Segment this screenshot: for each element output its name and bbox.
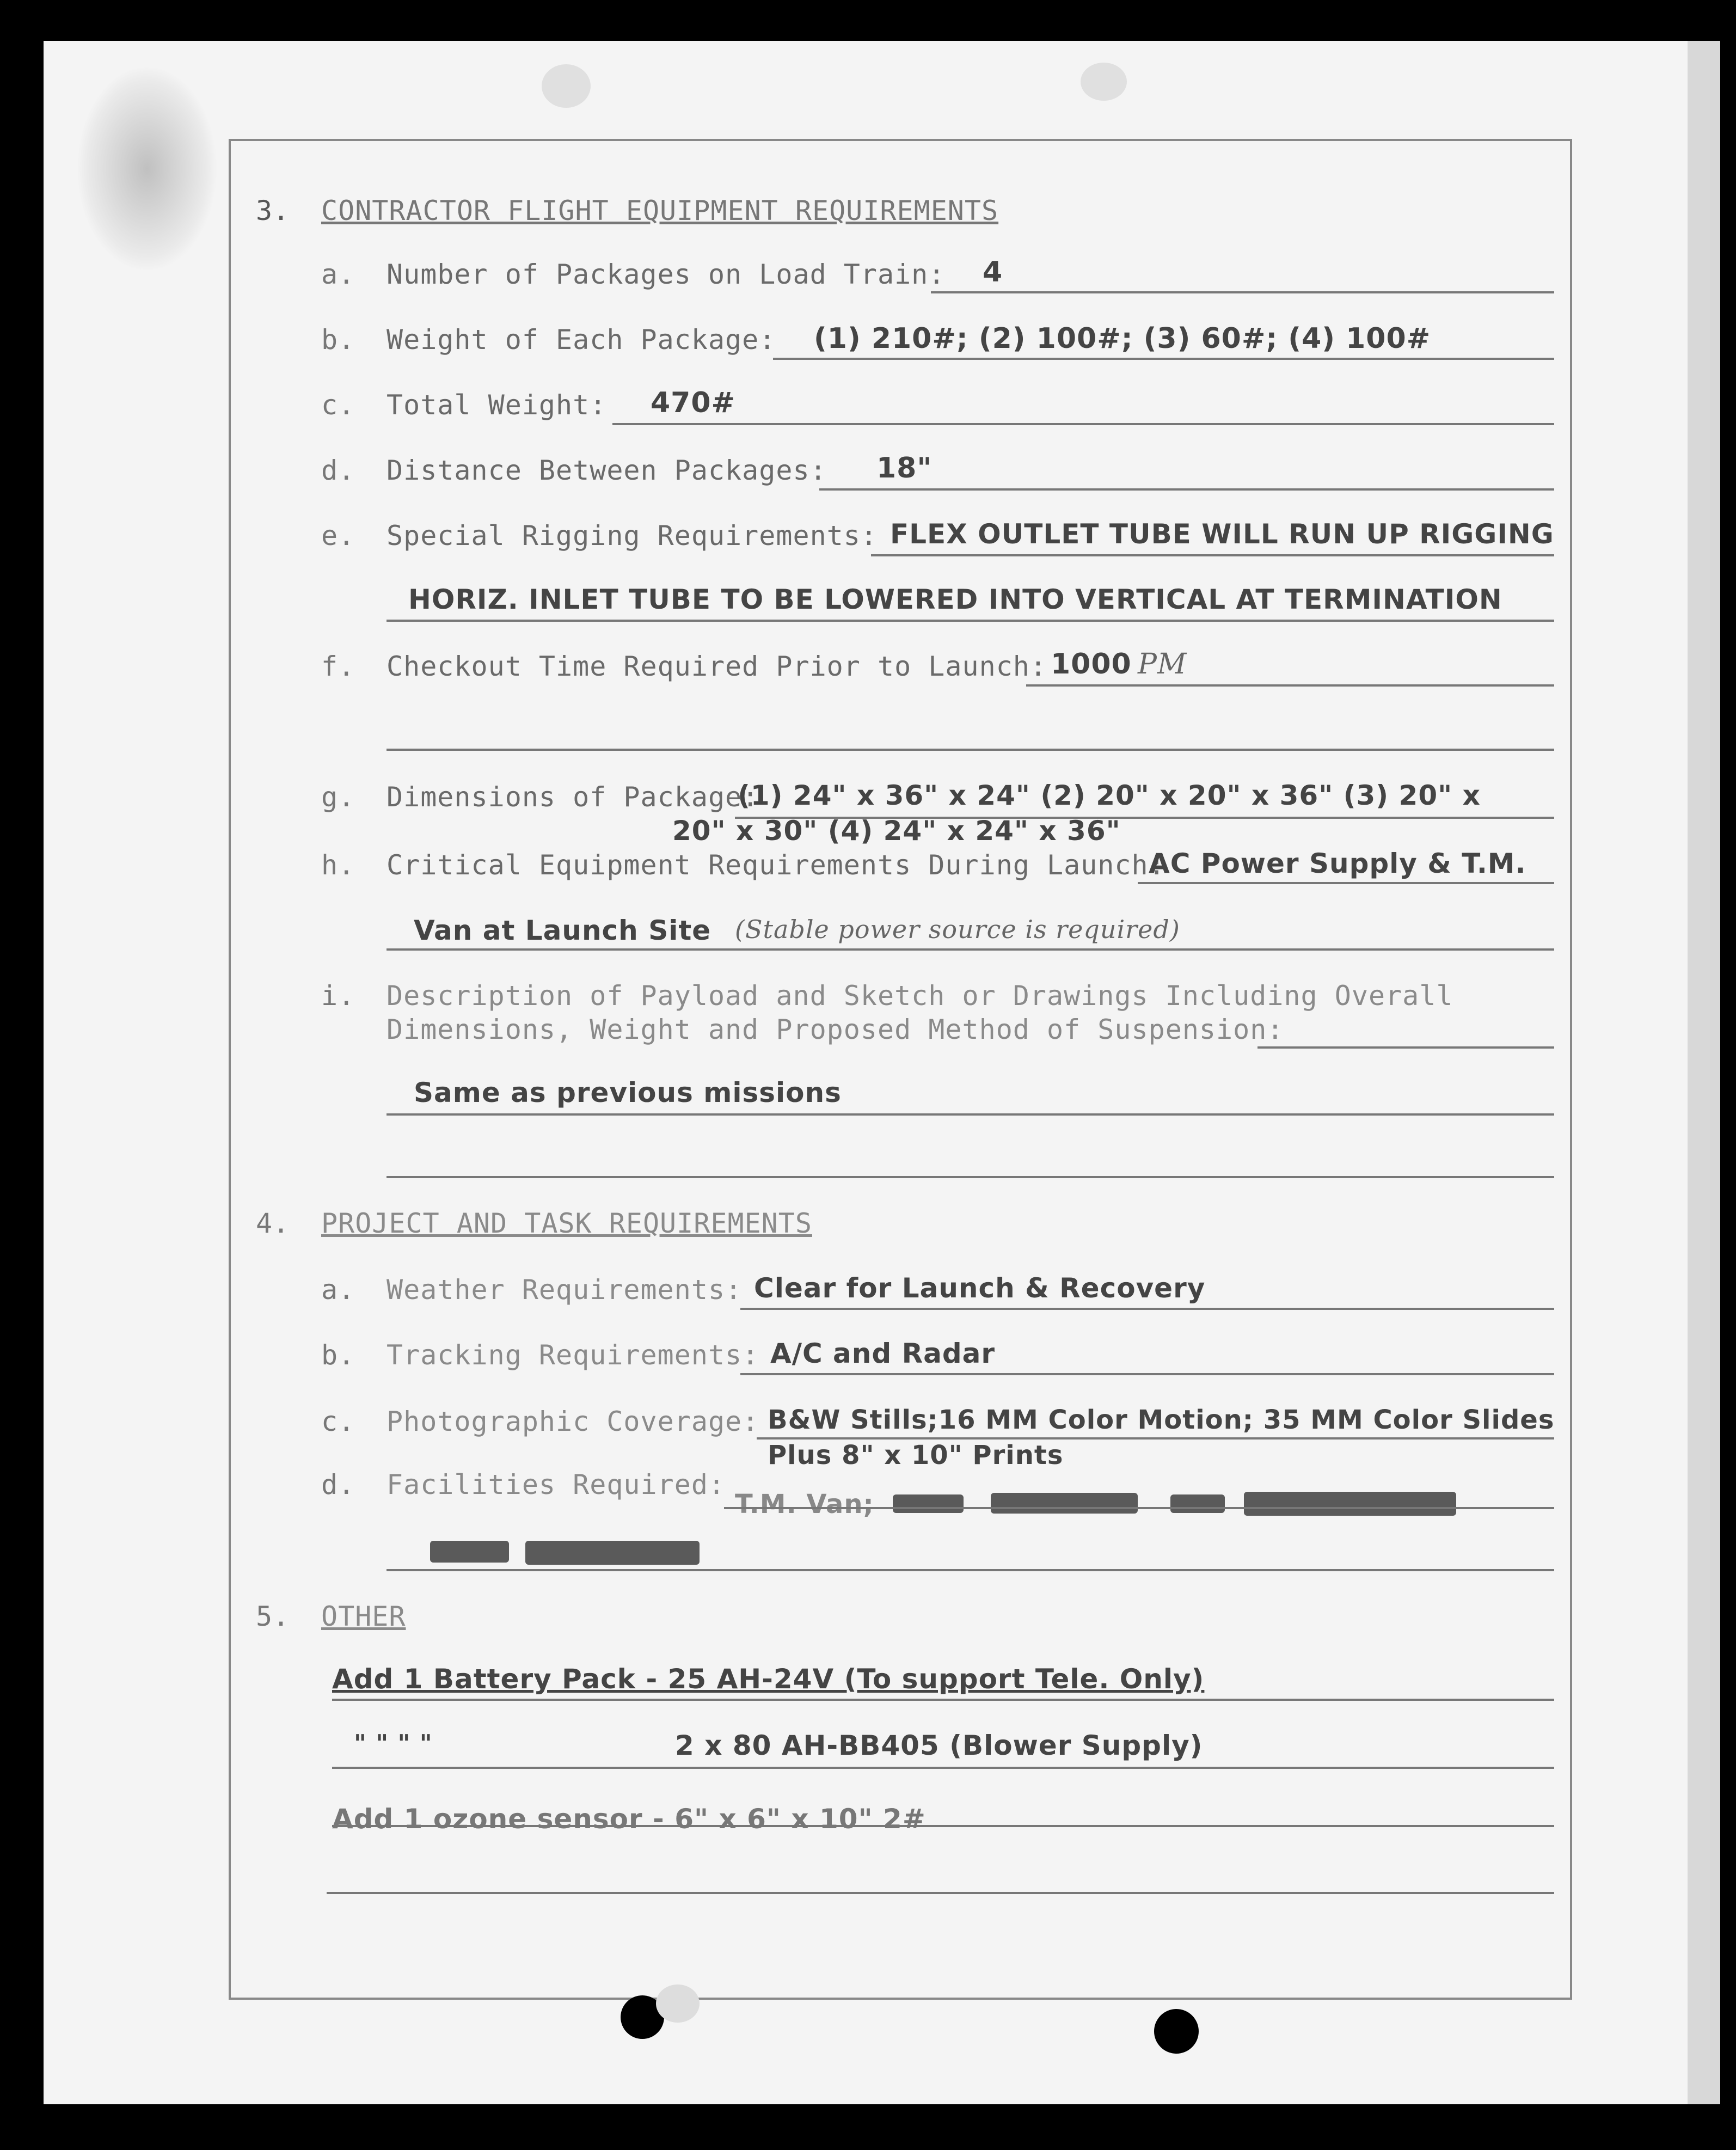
item-4a-label: Weather Requirements: — [387, 1274, 743, 1306]
item-3b-value: (1) 210#; (2) 100#; (3) 60#; (4) 100# — [814, 322, 1431, 355]
fill-line — [387, 1176, 1554, 1178]
fill-line — [724, 1507, 1554, 1509]
redaction-bar — [991, 1493, 1138, 1514]
item-3d-value: 18" — [876, 452, 933, 485]
item-3i-label-continued: Dimensions, Weight and Proposed Method of Suspension: — [387, 1014, 1284, 1045]
item-3b-letter: b. — [321, 324, 355, 356]
item-3g-value-continued: 20" x 30" (4) 24" x 24" x 36" — [672, 815, 1121, 847]
fill-line — [612, 423, 1554, 425]
item-4c-letter: c. — [321, 1406, 355, 1437]
redaction-bar — [430, 1541, 509, 1563]
fill-line — [1138, 882, 1554, 884]
item-4c-value-continued: Plus 8" x 10" Prints — [768, 1440, 1064, 1471]
fill-line — [332, 1825, 1554, 1827]
section-5-number: 5. — [256, 1601, 290, 1632]
fill-line — [1026, 684, 1554, 687]
fill-line — [931, 291, 1554, 293]
fill-line — [332, 1699, 1554, 1701]
item-3e-letter: e. — [321, 520, 355, 552]
fill-line — [819, 488, 1554, 491]
item-3f-handwritten-pm: PM — [1138, 648, 1187, 681]
item-4c-value: B&W Stills;16 MM Color Motion; 35 MM Color Slides — [768, 1405, 1555, 1435]
punch-hole-shadow — [656, 1984, 700, 2023]
item-3b-label: Weight of Each Package: — [387, 324, 776, 356]
fill-line — [387, 1569, 1554, 1571]
item-3h-value-continued: Van at Launch Site — [414, 915, 711, 946]
item-3a-letter: a. — [321, 259, 355, 290]
punch-hole-bottom-right — [1154, 2009, 1199, 2054]
other-line-3: Add 1 ozone sensor - 6" x 6" x 10" 2# — [332, 1803, 926, 1835]
fill-line — [740, 1308, 1554, 1310]
item-3a-label: Number of Packages on Load Train: — [387, 259, 946, 290]
item-3g-value: (1) 24" x 36" x 24" (2) 20" x 20" x 36" (3) 20" x — [738, 780, 1481, 811]
item-3f-label: Checkout Time Required Prior to Launch: — [387, 651, 1047, 682]
item-4d-label: Facilities Required: — [387, 1469, 726, 1500]
fill-line — [871, 554, 1554, 556]
item-3h-letter: h. — [321, 849, 355, 881]
section-3-number: 3. — [256, 195, 290, 226]
section-4-number: 4. — [256, 1208, 290, 1239]
fill-line — [757, 1437, 1554, 1440]
item-4a-letter: a. — [321, 1274, 355, 1306]
fill-line — [387, 948, 1554, 951]
redaction-bar — [1170, 1494, 1225, 1513]
item-4d-value: T.M. Van; — [735, 1489, 874, 1520]
item-3i-letter: i. — [321, 980, 355, 1012]
fill-line — [332, 1767, 1554, 1769]
item-3c-letter: c. — [321, 389, 355, 421]
item-3f-value: 1000 — [1051, 648, 1132, 681]
fill-line — [327, 1892, 1554, 1894]
redaction-bar — [893, 1494, 964, 1513]
section-5-heading: OTHER — [321, 1601, 406, 1632]
item-3e-label: Special Rigging Requirements: — [387, 520, 878, 552]
item-3h-label: Critical Equipment Requirements During Launch: — [387, 849, 1165, 881]
item-4c-label: Photographic Coverage: — [387, 1406, 759, 1437]
item-3h-value: AC Power Supply & T.M. — [1149, 848, 1526, 879]
item-3f-letter: f. — [321, 651, 355, 682]
item-3g-label: Dimensions of Package: — [387, 781, 759, 813]
fill-line — [387, 1113, 1554, 1116]
fill-line — [1257, 1046, 1554, 1049]
item-3i-label: Description of Payload and Sketch or Drawings Including Overall — [387, 980, 1453, 1012]
item-4b-value: A/C and Radar — [770, 1338, 996, 1369]
item-4b-label: Tracking Requirements: — [387, 1339, 759, 1371]
item-3a-value: 4 — [983, 256, 1003, 289]
item-3d-label: Distance Between Packages: — [387, 455, 827, 486]
item-3g-letter: g. — [321, 781, 355, 813]
section-4-heading: PROJECT AND TASK REQUIREMENTS — [321, 1208, 812, 1239]
other-line-2-ditto-marks: " " " " — [354, 1730, 433, 1757]
item-3e-value-continued: HORIZ. INLET TUBE TO BE LOWERED INTO VERTICAL AT TERMINATION — [408, 584, 1502, 615]
item-4b-letter: b. — [321, 1339, 355, 1371]
punch-hole-top-right — [1081, 63, 1127, 101]
other-line-1: Add 1 Battery Pack - 25 AH-24V (To support Tele. Only) — [332, 1663, 1205, 1695]
fill-line — [387, 620, 1554, 622]
section-3-heading: CONTRACTOR FLIGHT EQUIPMENT REQUIREMENTS — [321, 195, 999, 226]
item-3h-handwritten-note: (Stable power source is required) — [735, 915, 1180, 944]
fill-line — [773, 358, 1554, 360]
item-3c-value: 470# — [651, 387, 736, 419]
item-3e-value: FLEX OUTLET TUBE WILL RUN UP RIGGING — [890, 518, 1554, 550]
item-3i-value: Same as previous missions — [414, 1077, 842, 1108]
item-4d-letter: d. — [321, 1469, 355, 1500]
item-4a-value: Clear for Launch & Recovery — [754, 1272, 1206, 1304]
other-line-2: 2 x 80 AH-BB405 (Blower Supply) — [675, 1730, 1203, 1761]
redaction-bar — [525, 1541, 700, 1565]
stain-mark — [76, 65, 218, 272]
fill-line — [387, 749, 1554, 751]
item-3d-letter: d. — [321, 455, 355, 486]
fill-line — [740, 1373, 1554, 1375]
redaction-bar — [1244, 1492, 1456, 1516]
item-3c-label: Total Weight: — [387, 389, 607, 421]
punch-hole-top-left — [542, 64, 591, 108]
